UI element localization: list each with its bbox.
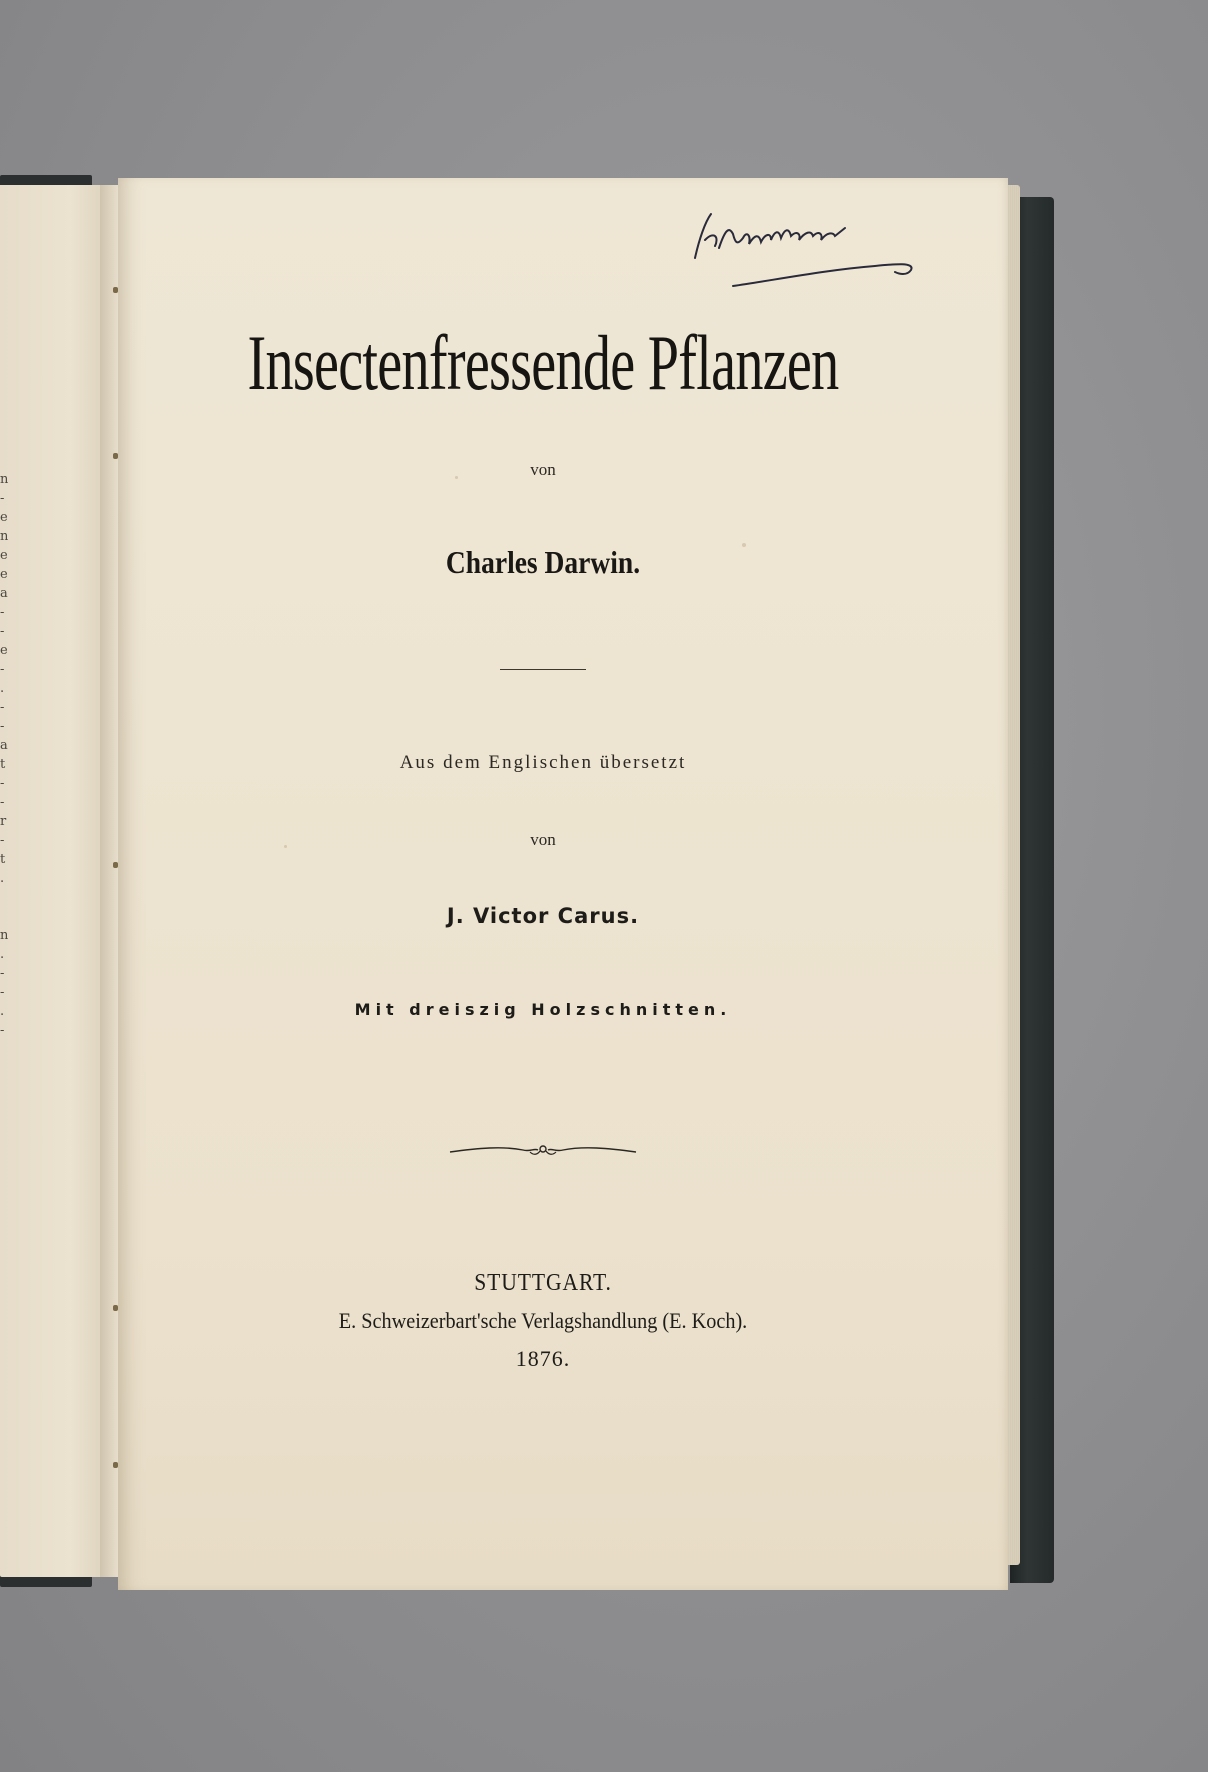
imprint-city: STUTTGART. <box>474 1270 612 1296</box>
illustrations-note: Mit dreiszig Holzschnitten. <box>354 1000 732 1019</box>
left-page-fragment <box>0 907 14 926</box>
left-page-fragment: - <box>0 700 5 715</box>
binding-stitch <box>113 862 118 868</box>
left-page-fragment: e <box>0 567 8 582</box>
left-page-fragment <box>0 888 14 907</box>
ornament-flourish <box>448 1138 638 1162</box>
left-page-fragment: r <box>0 814 7 829</box>
book-title: Insectenfressende Pflanzen <box>247 319 839 406</box>
by-label: von <box>530 460 556 479</box>
left-page-fragment: t <box>0 852 6 867</box>
translation-note: Aus dem Englischen übersetzt <box>399 752 687 773</box>
left-page-fragment: a <box>0 738 8 753</box>
left-page-fragment: - <box>0 605 5 620</box>
left-page-fragment: t <box>0 757 6 772</box>
left-page-fragment: - <box>0 795 5 810</box>
left-page-fragment: - <box>0 624 5 639</box>
binding-stitch <box>113 453 118 459</box>
binding-stitch <box>113 1305 118 1311</box>
left-page-fragment: . <box>0 1004 5 1019</box>
handwritten-signature <box>685 200 925 290</box>
imprint-publisher: E. Schweizerbart'sche Verlagshandlung (E. Koch). <box>338 1308 748 1333</box>
left-page-fragment: - <box>0 966 5 981</box>
divider-rule <box>500 669 586 670</box>
left-page-fragment: . <box>0 947 5 962</box>
left-page-fragment: a <box>0 586 8 601</box>
binding-stitch <box>113 1462 118 1468</box>
translator-name: J. Victor Carus. <box>446 904 640 928</box>
left-page-fragment: e <box>0 548 8 563</box>
left-page-fragment: - <box>0 985 5 1000</box>
binding-stitch <box>113 287 118 293</box>
imprint-year: 1876. <box>515 1346 571 1371</box>
left-page-fragment: n <box>0 529 9 544</box>
left-page-fragment: n <box>0 928 9 943</box>
left-page-fragment: . <box>0 681 5 696</box>
left-page-fragment: - <box>0 491 5 506</box>
left-page-fragment: . <box>0 871 5 886</box>
left-page-fragment: - <box>0 833 5 848</box>
left-page-fragment: e <box>0 510 8 525</box>
left-page-fragment: - <box>0 776 5 791</box>
left-page-fragment: e <box>0 643 8 658</box>
left-page-fragment: n <box>0 472 9 487</box>
left-page-fragment: - <box>0 662 5 677</box>
by-label-translator: von <box>530 830 556 849</box>
left-page-fragment: - <box>0 719 5 734</box>
left-page-fragment: - <box>0 1023 5 1038</box>
author-name: Charles Darwin. <box>445 544 641 580</box>
left-page-text-fragments <box>0 470 14 1040</box>
